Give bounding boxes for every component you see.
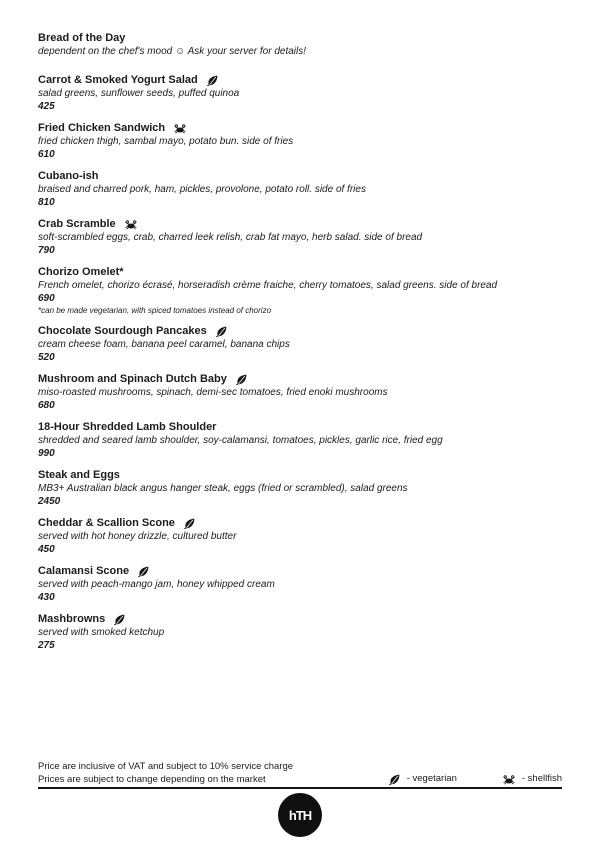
- menu-item-name-row: [38, 122, 562, 135]
- menu-item-price: 790: [38, 245, 55, 256]
- menu-item-description: salad greens, sunflower seeds, puffed quinoa: [38, 88, 240, 99]
- menu-item-description: miso-roasted mushrooms, spinach, demi-sec tomatoes, fried enoki mushrooms: [38, 387, 388, 398]
- menu-item-name: Chorizo Omelet*: [38, 266, 124, 278]
- menu-item: [38, 170, 562, 209]
- legend-entry: [503, 773, 562, 785]
- leaf-icon: [184, 518, 195, 529]
- menu-item: [38, 373, 562, 412]
- menu-item-name: Cubano-ish: [38, 170, 99, 182]
- badge-slot: [114, 614, 125, 625]
- badge-slot: [184, 518, 195, 529]
- menu-item-name: Cheddar & Scallion Scone: [38, 517, 175, 529]
- badge-slot: [207, 75, 218, 86]
- menu-item-name: 18-Hour Shredded Lamb Shoulder: [38, 421, 217, 433]
- menu-item-name-row: [38, 517, 562, 530]
- menu-item-name: Mushroom and Spinach Dutch Baby: [38, 373, 227, 385]
- footer-row: [38, 760, 562, 786]
- menu-item-name-row: [38, 565, 562, 578]
- menu-item: [38, 421, 562, 460]
- menu-item-description: served with peach-mango jam, honey whipped cream: [38, 579, 275, 590]
- menu-item-name-row: [38, 32, 562, 45]
- legend-label: - vegetarian: [406, 773, 457, 784]
- footer-vat-line: Price are inclusive of VAT and subject to 10% service charge: [38, 761, 294, 772]
- menu-item-name-row: [38, 469, 562, 482]
- menu-item: [38, 565, 562, 604]
- crab-icon: [174, 123, 186, 134]
- menu-item-description: French omelet, chorizo écrasé, horseradish crème fraiche, cherry tomatoes, salad greens. side of bread: [38, 280, 498, 291]
- badge-slot: [138, 566, 149, 577]
- crab-icon: [125, 219, 137, 230]
- menu-item-description: fried chicken thigh, sambal mayo, potato bun. side of fries: [38, 136, 294, 147]
- menu-item-name-row: [38, 266, 562, 279]
- badge-slot: [389, 774, 400, 785]
- badge-slot: [125, 219, 137, 230]
- menu-item-note: *can be made vegetarian, with spiced tomatoes instead of chorizo: [38, 306, 272, 315]
- menu-item-name-row: [38, 373, 562, 386]
- menu-item-price: 610: [38, 149, 55, 160]
- menu-item-description: soft-scrambled eggs, crab, charred leek relish, crab fat mayo, herb salad. side of bread: [38, 232, 423, 243]
- leaf-icon: [216, 326, 227, 337]
- leaf-icon: [138, 566, 149, 577]
- menu-item-description: braised and charred pork, ham, pickles, provolone, potato roll. side of fries: [38, 184, 366, 195]
- menu-item: [38, 517, 562, 556]
- leaf-icon: [236, 374, 247, 385]
- menu-item-description: cream cheese foam, banana peel caramel, banana chips: [38, 339, 290, 350]
- crab-icon: [503, 774, 515, 785]
- menu-item-price: 810: [38, 197, 55, 208]
- menu-item-name-row: [38, 421, 562, 434]
- menu-item-price: 425: [38, 101, 55, 112]
- restaurant-logo: [278, 793, 322, 837]
- leaf-icon: [207, 75, 218, 86]
- menu-item-name-row: [38, 74, 562, 87]
- leaf-icon: [114, 614, 125, 625]
- menu-item: [38, 74, 562, 113]
- badge-slot: [236, 374, 247, 385]
- menu-item: [38, 266, 562, 316]
- menu-item-description: served with smoked ketchup: [38, 627, 165, 638]
- menu-item-price: 690: [38, 293, 55, 304]
- menu-item-name-row: [38, 218, 562, 231]
- menu-item: [38, 122, 562, 161]
- menu-item-name: Carrot & Smoked Yogurt Salad: [38, 74, 198, 86]
- legend-label: - shellfish: [521, 773, 562, 784]
- menu-item-name-row: [38, 325, 562, 338]
- menu-item-name: Chocolate Sourdough Pancakes: [38, 325, 207, 337]
- badge-slot: [216, 326, 227, 337]
- menu-item: [38, 325, 562, 364]
- leaf-icon: [389, 774, 400, 785]
- menu-list: [38, 32, 562, 661]
- menu-item-name: Mashbrowns: [38, 613, 106, 625]
- menu-item-price: 2450: [38, 496, 61, 507]
- menu-item-description: served with hot honey drizzle, cultured butter: [38, 531, 237, 542]
- badge-slot: [174, 123, 186, 134]
- menu-item-name-row: [38, 613, 562, 626]
- menu-item-name: Calamansi Scone: [38, 565, 130, 577]
- menu-item: [38, 218, 562, 257]
- footer: [38, 760, 562, 789]
- menu-item-name: Bread of the Day: [38, 32, 126, 44]
- badge-slot: [503, 774, 515, 785]
- menu-item-price: 430: [38, 592, 55, 603]
- menu-item-price: 680: [38, 400, 55, 411]
- legend-entry: [389, 773, 457, 785]
- logo-monogram: hTH: [288, 807, 312, 823]
- menu-item-price: 275: [38, 640, 55, 651]
- menu-item-price: 520: [38, 352, 55, 363]
- menu-item-price: 450: [38, 544, 55, 555]
- menu-item-description: shredded and seared lamb shoulder, soy-calamansi, tomatoes, pickles, garlic rice, fried egg: [38, 435, 443, 446]
- menu-item-name-row: [38, 170, 562, 183]
- menu-item-description: MB3+ Australian black angus hanger steak, eggs (fried or scrambled), salad greens: [38, 483, 408, 494]
- footer-market-line: Prices are subject to change depending on the market: [38, 774, 266, 785]
- menu-item-description: dependent on the chef's mood ☺ Ask your server for details!: [38, 46, 307, 57]
- menu-item: [38, 32, 562, 58]
- menu-item-price: 990: [38, 448, 55, 459]
- footer-disclaimers: [38, 760, 293, 786]
- menu-item: [38, 469, 562, 508]
- dietary-legend: [389, 773, 562, 786]
- menu-item-name: Crab Scramble: [38, 218, 116, 230]
- footer-divider: [38, 787, 562, 789]
- menu-item-name: Steak and Eggs: [38, 469, 120, 481]
- menu-item: [38, 613, 562, 652]
- menu-item-name: Fried Chicken Sandwich: [38, 122, 166, 134]
